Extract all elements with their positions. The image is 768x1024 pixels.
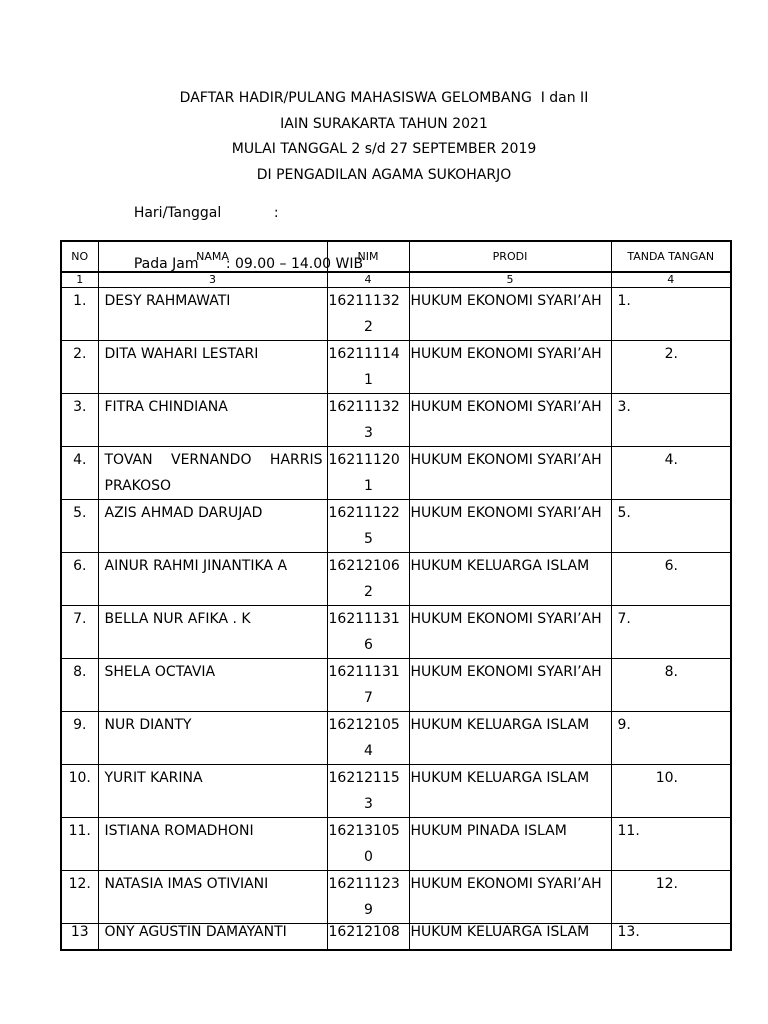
signature-cell[interactable]: 6. <box>611 553 731 606</box>
nim-part-1: 16211132 <box>328 293 400 309</box>
signature-cell[interactable]: 13. <box>611 924 731 951</box>
nim-part-1: 16212115 <box>328 770 400 786</box>
study-program: HUKUM EKONOMI SYARI’AH <box>409 606 611 659</box>
signature-cell[interactable]: 5. <box>611 500 731 553</box>
col-number: 4 <box>327 272 409 288</box>
study-program: HUKUM EKONOMI SYARI’AH <box>409 394 611 447</box>
student-nim <box>327 341 409 394</box>
student-name: DITA WAHARI LESTARI <box>98 341 327 394</box>
day-label: Hari/Tanggal <box>133 205 222 221</box>
table-row <box>61 871 731 924</box>
study-program: HUKUM KELUARGA ISLAM <box>409 765 611 818</box>
col-number: 3 <box>98 272 327 288</box>
study-program: HUKUM KELUARGA ISLAM <box>409 924 611 951</box>
signature-cell[interactable]: 4. <box>611 447 731 500</box>
row-number: 6. <box>61 553 98 606</box>
student-name: NUR DIANTY <box>98 712 327 765</box>
student-nim <box>327 712 409 765</box>
study-program: HUKUM EKONOMI SYARI’AH <box>409 500 611 553</box>
nim-part-2: 1 <box>364 372 373 388</box>
nim-part-1: 16212106 <box>328 558 400 574</box>
student-name: AZIS AHMAD DARUJAD <box>98 500 327 553</box>
col-header-tanda-tangan: TANDA TANGAN <box>611 241 731 272</box>
student-name: ONY AGUSTIN DAMAYANTI <box>98 924 327 951</box>
nim-part-1: 16213105 <box>328 823 400 839</box>
student-name: DESY RAHMAWATI <box>98 288 327 341</box>
student-nim <box>327 500 409 553</box>
signature-cell[interactable]: 11. <box>611 818 731 871</box>
nim-part-1: 16211114 <box>328 346 400 362</box>
table-row <box>61 765 731 818</box>
nim-part-2: 9 <box>364 902 373 918</box>
row-number: 11. <box>61 818 98 871</box>
nim-part-1: 16211123 <box>328 876 400 892</box>
col-header-no: NO <box>61 241 98 272</box>
study-program: HUKUM EKONOMI SYARI’AH <box>409 447 611 500</box>
student-nim <box>327 871 409 924</box>
nim-part-1: 16211132 <box>328 399 400 415</box>
student-name: AINUR RAHMI JINANTIKA A <box>98 553 327 606</box>
nim-part-1: 16211122 <box>328 505 400 521</box>
study-program: HUKUM KELUARGA ISLAM <box>409 712 611 765</box>
student-nim <box>327 818 409 871</box>
nim-part-2: 2 <box>364 319 373 335</box>
nim-part-2: 6 <box>364 637 373 653</box>
study-program: HUKUM PINADA ISLAM <box>409 818 611 871</box>
nim-part-1: 16211131 <box>328 611 400 627</box>
study-program: HUKUM EKONOMI SYARI’AH <box>409 871 611 924</box>
row-number: 1. <box>61 288 98 341</box>
study-program: HUKUM EKONOMI SYARI’AH <box>409 341 611 394</box>
attendance-table <box>60 240 732 951</box>
time-label: Pada Jam <box>133 256 199 272</box>
row-number: 4. <box>61 447 98 500</box>
table-row <box>61 924 731 951</box>
nim-part-2: 3 <box>364 796 373 812</box>
signature-cell[interactable]: 1. <box>611 288 731 341</box>
table-row <box>61 394 731 447</box>
row-number: 2. <box>61 341 98 394</box>
time-value: : 09.00 – 14.00 WIB <box>225 256 364 272</box>
student-nim <box>327 924 409 951</box>
table-row <box>61 288 731 341</box>
nim-part-2: 2 <box>364 584 373 600</box>
student-nim <box>327 553 409 606</box>
row-number: 12. <box>61 871 98 924</box>
signature-cell[interactable]: 9. <box>611 712 731 765</box>
signature-cell[interactable]: 3. <box>611 394 731 447</box>
column-number-row <box>61 272 731 288</box>
nim-part-2: 3 <box>364 425 373 441</box>
student-name: SHELA OCTAVIA <box>98 659 327 712</box>
student-name: NATASIA IMAS OTIVIANI <box>98 871 327 924</box>
day-separator: : <box>273 205 279 221</box>
col-number: 1 <box>61 272 98 288</box>
day-row <box>116 188 363 239</box>
student-nim <box>327 394 409 447</box>
row-number: 3. <box>61 394 98 447</box>
col-header-prodi: PRODI <box>409 241 611 272</box>
nim-part-1: 16212105 <box>328 717 400 733</box>
row-number: 9. <box>61 712 98 765</box>
study-program: HUKUM EKONOMI SYARI’AH <box>409 288 611 341</box>
nim-part-2: 4 <box>364 743 373 759</box>
table-row <box>61 659 731 712</box>
student-name: ISTIANA ROMADHONI <box>98 818 327 871</box>
table-header-row <box>61 241 731 272</box>
student-nim <box>327 447 409 500</box>
col-number: 4 <box>611 272 731 288</box>
row-number: 10. <box>61 765 98 818</box>
row-number: 5. <box>61 500 98 553</box>
col-header-nim: NIM <box>327 241 409 272</box>
table-row <box>61 341 731 394</box>
table-row <box>61 553 731 606</box>
table-row <box>61 818 731 871</box>
row-number: 7. <box>61 606 98 659</box>
table-row <box>61 500 731 553</box>
table-row <box>61 606 731 659</box>
study-program: HUKUM KELUARGA ISLAM <box>409 553 611 606</box>
nim-part-2: 0 <box>364 849 373 865</box>
nim-part-1: 16211120 <box>328 452 400 468</box>
student-nim <box>327 659 409 712</box>
study-program: HUKUM EKONOMI SYARI’AH <box>409 659 611 712</box>
nim-part-1: 16212108 <box>328 924 400 940</box>
col-header-nama: NAMA <box>98 241 327 272</box>
table-row <box>61 712 731 765</box>
signature-cell[interactable]: 8. <box>611 659 731 712</box>
nim-part-2: 1 <box>364 478 373 494</box>
student-name: FITRA CHINDIANA <box>98 394 327 447</box>
row-number: 13 <box>61 924 98 951</box>
document-title <box>0 86 768 188</box>
col-number: 5 <box>409 272 611 288</box>
student-nim <box>327 765 409 818</box>
student-name: YURIT KARINA <box>98 765 327 818</box>
nim-part-2: 7 <box>364 690 373 706</box>
title-line-2: IAIN SURAKARTA TAHUN 2021 <box>280 115 488 132</box>
title-line-4: DI PENGADILAN AGAMA SUKOHARJO <box>256 166 512 183</box>
student-nim <box>327 606 409 659</box>
row-number: 8. <box>61 659 98 712</box>
student-nim <box>327 288 409 341</box>
title-line-1: DAFTAR HADIR/PULANG MAHASISWA GELOMBANG I dan II <box>179 90 589 106</box>
table-row <box>61 447 731 500</box>
signature-cell[interactable]: 12. <box>611 871 731 924</box>
title-line-3: MULAI TANGGAL 2 s/d 27 SEPTEMBER 2019 <box>231 141 537 157</box>
student-name: TOVAN VERNANDO HARRIS PRAKOSO <box>98 447 327 500</box>
signature-cell[interactable]: 2. <box>611 341 731 394</box>
signature-cell[interactable]: 7. <box>611 606 731 659</box>
signature-cell[interactable]: 10. <box>611 765 731 818</box>
nim-part-2: 5 <box>364 531 373 547</box>
nim-part-1: 16211131 <box>328 664 400 680</box>
student-name: BELLA NUR AFIKA . K <box>98 606 327 659</box>
